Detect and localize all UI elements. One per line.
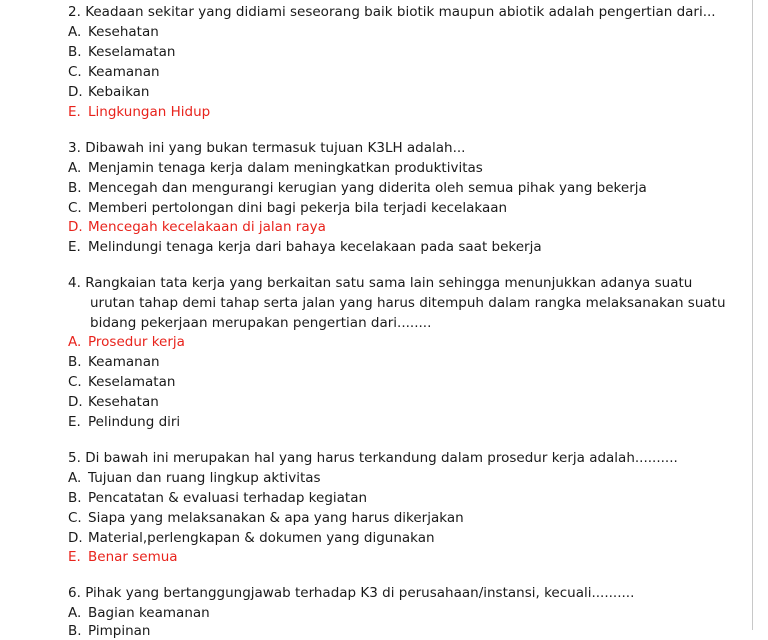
question-3	[68, 139, 465, 157]
option-text: Pelindung diri	[88, 414, 181, 430]
question-2	[68, 3, 716, 21]
option-letter: D.	[68, 219, 83, 235]
option-text: Menjamin tenaga kerja dalam meningkatkan produktivitas	[88, 160, 483, 176]
option-letter: E.	[68, 549, 81, 565]
option-2b	[68, 43, 175, 61]
question-6	[68, 584, 634, 602]
option-text: Memberi pertolongan dini bagi pekerja bila terjadi kecelakaan	[88, 200, 508, 216]
option-5c	[68, 509, 464, 527]
option-4d	[68, 393, 159, 411]
option-3c	[68, 199, 507, 217]
option-5a	[68, 469, 321, 487]
option-letter: E.	[68, 414, 81, 430]
option-letter: E.	[68, 104, 81, 120]
option-3a	[68, 159, 483, 177]
question-number: 6.	[68, 585, 81, 601]
option-letter: B.	[68, 623, 82, 639]
option-text: Keamanan	[88, 354, 160, 370]
option-letter: C.	[68, 510, 82, 526]
option-text: Tujuan dan ruang lingkup aktivitas	[88, 470, 321, 486]
option-letter: D.	[68, 530, 83, 546]
option-letter: B.	[68, 354, 82, 370]
question-number: 3.	[68, 140, 81, 156]
option-text: Keselamatan	[88, 44, 176, 60]
option-text: Pencatatan & evaluasi terhadap kegiatan	[88, 490, 368, 506]
question-text-line-1: Rangkaian tata kerja yang berkaitan satu sama lain sehingga menunjukkan adanya suatu	[85, 275, 693, 291]
option-letter: B.	[68, 490, 82, 506]
option-letter: B.	[68, 180, 82, 196]
option-letter: D.	[68, 84, 83, 100]
option-text: Lingkungan Hidup	[88, 104, 211, 120]
option-5b	[68, 489, 367, 507]
option-text: Bagian keamanan	[88, 605, 210, 621]
option-5e-correct-answer	[68, 548, 178, 566]
option-letter: A.	[68, 470, 82, 486]
question-4-text-line-2: urutan tahap demi tahap serta jalan yang harus ditempuh dalam rangka melaksanakan suatu	[90, 295, 726, 311]
option-2a	[68, 23, 159, 41]
question-4-text-line-3: bidang pekerjaan merupakan pengertian dari........	[90, 315, 432, 331]
option-3e	[68, 238, 542, 256]
option-4e	[68, 413, 180, 431]
page-edge-divider	[752, 0, 753, 630]
option-letter: B.	[68, 44, 82, 60]
option-text: Mencegah dan mengurangi kerugian yang diderita oleh semua pihak yang bekerja	[88, 180, 647, 196]
option-text: Keselamatan	[88, 374, 176, 390]
option-text: Kesehatan	[88, 24, 159, 40]
option-3b	[68, 179, 647, 197]
option-letter: D.	[68, 394, 83, 410]
option-2c	[68, 63, 160, 81]
question-number: 2.	[68, 4, 81, 20]
option-letter: C.	[68, 200, 82, 216]
option-text: Kesehatan	[88, 394, 159, 410]
option-text: Keamanan	[88, 64, 160, 80]
question-number: 5.	[68, 450, 81, 466]
option-6b-cut-off	[68, 622, 151, 639]
option-2e-correct-answer	[68, 103, 210, 121]
option-letter: A.	[68, 24, 82, 40]
option-text: Mencegah kecelakaan di jalan raya	[88, 219, 326, 235]
question-number: 4.	[68, 275, 81, 291]
option-text: Prosedur kerja	[88, 334, 185, 350]
question-text: Di bawah ini merupakan hal yang harus terkandung dalam prosedur kerja adalah..........	[85, 450, 678, 466]
option-3d-correct-answer	[68, 218, 326, 236]
option-letter: A.	[68, 605, 82, 621]
option-4c	[68, 373, 175, 391]
option-text: Melindungi tenaga kerja dari bahaya kecelakaan pada saat bekerja	[88, 239, 542, 255]
option-letter: A.	[68, 160, 82, 176]
question-text: Pihak yang bertanggungjawab terhadap K3 di perusahaan/instansi, kecuali..........	[85, 585, 635, 601]
option-letter: C.	[68, 64, 82, 80]
option-text: Pimpinan	[88, 623, 151, 639]
option-4a-correct-answer	[68, 333, 185, 351]
option-6a	[68, 604, 210, 622]
option-2d	[68, 83, 150, 101]
question-4	[68, 274, 692, 292]
question-text: Dibawah ini yang bukan termasuk tujuan K3LH adalah...	[85, 140, 466, 156]
option-letter: A.	[68, 334, 82, 350]
option-5d	[68, 529, 435, 547]
option-text: Siapa yang melaksanakan & apa yang harus dikerjakan	[88, 510, 464, 526]
option-letter: C.	[68, 374, 82, 390]
option-text: Kebaikan	[88, 84, 150, 100]
option-text: Benar semua	[88, 549, 178, 565]
question-5	[68, 449, 678, 467]
option-4b	[68, 353, 160, 371]
option-letter: E.	[68, 239, 81, 255]
option-text: Material,perlengkapan & dokumen yang digunakan	[88, 530, 435, 546]
question-text: Keadaan sekitar yang didiami seseorang baik biotik maupun abiotik adalah pengertian dari...	[85, 4, 716, 20]
